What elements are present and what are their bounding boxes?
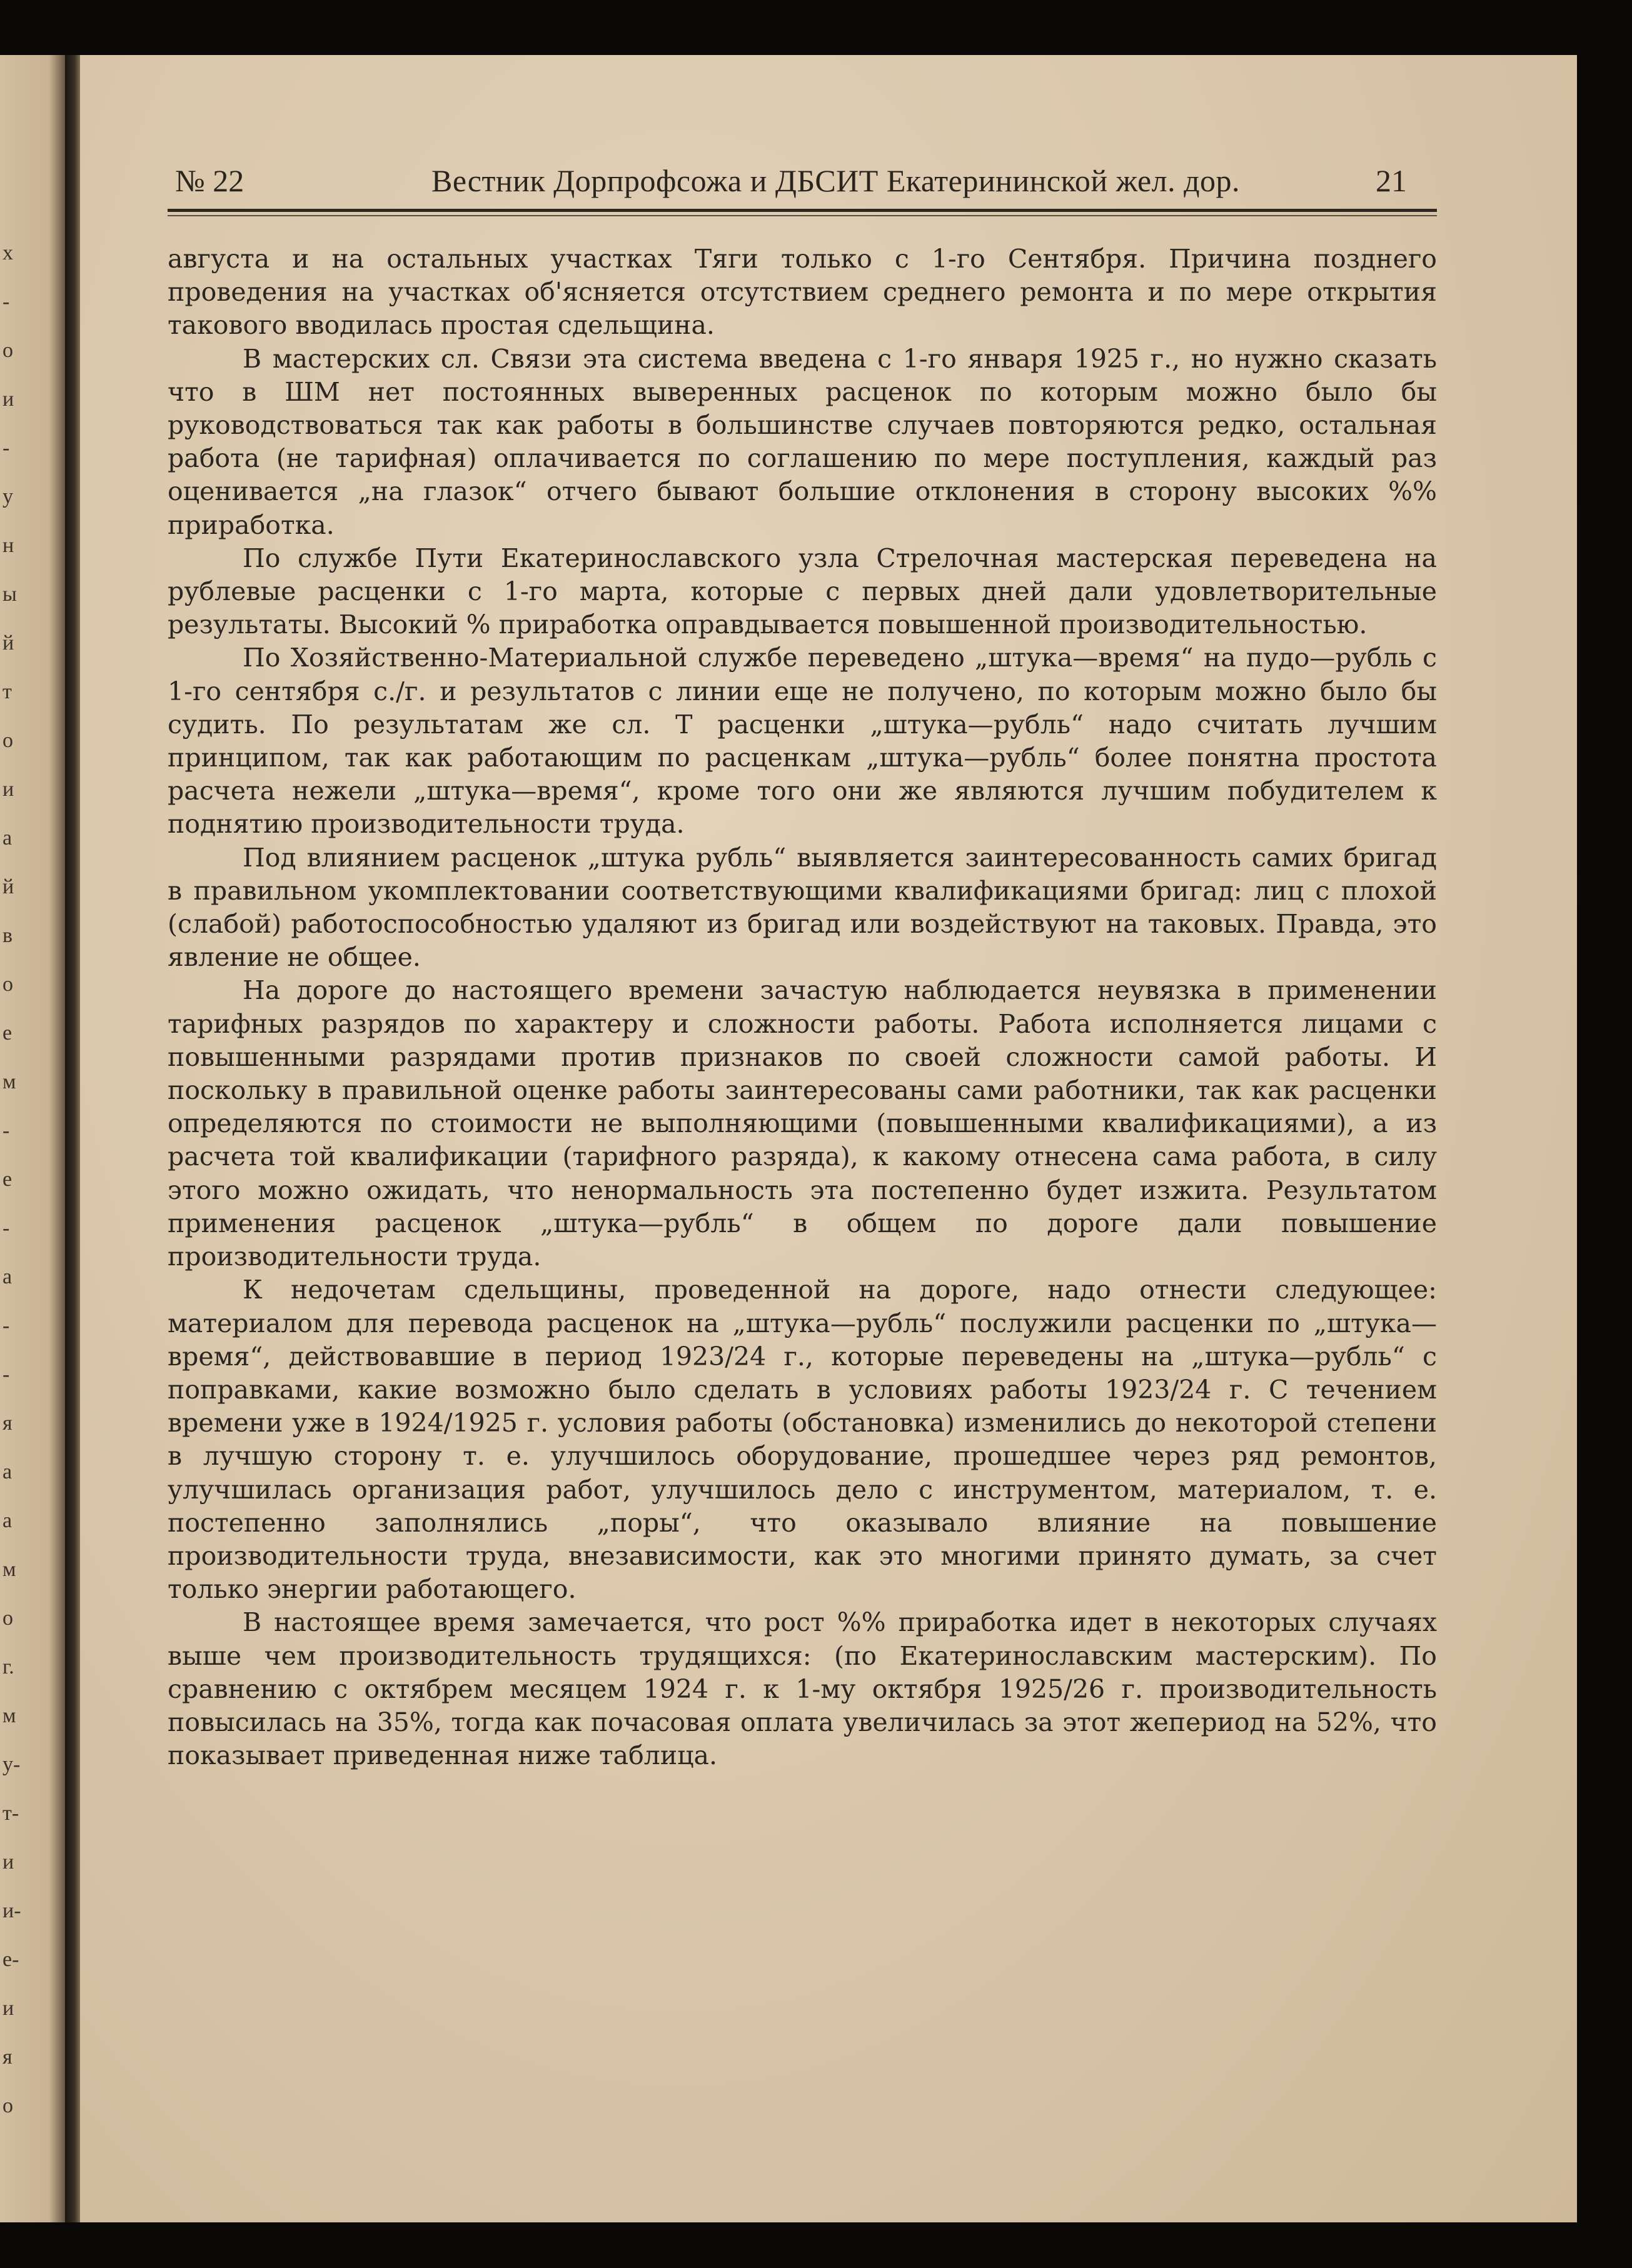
prev-page-fragment: м (3, 1070, 16, 1093)
prev-page-fragment: о (3, 729, 13, 752)
previous-page-edge (0, 55, 70, 2222)
scan-border-right (1577, 0, 1632, 2268)
prev-page-fragment: е- (3, 1948, 19, 1971)
paragraph: В мастерских сл. Связи эта система введена с 1-го января 1925 г., но нужно сказать что в ШМ нет постоянных выверенных расценок по которым можно было бы руководствоваться так как работы в большинстве случаев повторяются редко, остальная работа (не тарифная) оплачивается по соглашению по мере поступления, каждый раз оценивается „на глазок“ отчего бывают большие отклонения в сторону высоких %% приработка. (168, 343, 1437, 540)
scan-border-bottom (0, 2222, 1632, 2268)
prev-page-fragment: й (3, 875, 14, 898)
prev-page-fragment: о (3, 2094, 13, 2117)
prev-page-fragment: у- (3, 1753, 21, 1776)
issue-number: № 22 (175, 163, 244, 198)
prev-page-fragment: а (3, 1509, 13, 1532)
prev-page-fragment: - (3, 290, 10, 313)
paragraph: На дороге до настоящего времени зачастую наблюдается неувязка в применении тарифных разрядов по характеру и сложности работы. Работа исполняется лицами с повышенными разрядами против признаков по своей сложности самой работы. И поскольку в правильной оценке работы заинтересованы сами работники, так как расценки определяются по стоимости не выполняющими (повышенными квалификациями), а из расчета той квалификации (тарифного разряда), к какому отнесена сама работа, в силу этого можно ожидать, что ненормальность эта постепенно будет изжита. Результатом применения расценок „штука—рубль“ в общем по дороге дали повышение производительности труда. (168, 975, 1437, 1272)
prev-page-fragment: и (3, 1997, 14, 2020)
prev-page-fragment: - (3, 1363, 10, 1386)
prev-page-fragment: о (3, 1607, 13, 1630)
prev-page-fragment: а (3, 826, 13, 850)
article-body (168, 243, 1437, 1772)
journal-title: Вестник Дорпрофсожа и ДБСИТ Екатерининской жел. дор. (431, 163, 1241, 198)
paragraph: По Хозяйственно-Материальной службе переведено „штука—время“ на пудо—рубль с 1-го сентября с./г. и результатов с линии еще не получено, по которым можно было бы судить. По результатам же сл. Т расценки „штука—рубль“ надо считать лучшим принципом, так как работающим по расценкам „штука—рубль“ более понятна простота расчета нежели „штука—время“, кроме того они же являются лучшим побудителем к поднятию производительности труда. (168, 643, 1437, 840)
prev-page-fragment: е (3, 1021, 13, 1045)
paragraph: По службе Пути Екатеринославского узла Стрелочная мастерская переведена на рублевые расценки с 1-го марта, которые с первых дней дали удовлетворительные результаты. Высокий % приработка оправдывается повышенной производительностью. (168, 543, 1437, 640)
prev-page-fragment: г. (3, 1655, 14, 1678)
document-page (80, 55, 1577, 2222)
paragraph: Под влиянием расценок „штука рубль“ выявляется заинтересованность самих бригад в правильном укомплектовании соответствующими квалификациями бригад: лиц с плохой (слабой) работоспособностью удаляют из бригад или воздействуют на таковых. Правда, это явление не общее. (168, 842, 1437, 973)
page-number: 21 (1376, 163, 1407, 198)
prev-page-fragment: о (3, 973, 13, 996)
prev-page-fragment: - (3, 1314, 10, 1337)
prev-page-fragment: о (3, 339, 13, 362)
prev-page-fragment: м (3, 1558, 16, 1581)
prev-page-fragment: е (3, 1168, 13, 1191)
header-rule-thin (168, 215, 1437, 216)
prev-page-fragment: у (3, 485, 13, 508)
running-header (175, 163, 1426, 206)
prev-page-fragment: ы (3, 583, 17, 606)
prev-page-fragment: т (3, 680, 12, 703)
prev-page-fragment: а (3, 1265, 13, 1288)
paragraph: К недочетам сдельщины, проведенной на дороге, надо отнести следующее: материалом для перевода расценок на „штука—рубль“ послужили расценки по „штука—время“, действовавшие в период 1923/24 г., которые переведены на „штука—рубль“ с поправками, какие возможно было сделать в условиях работы 1923/24 г. С течением времени уже в 1924/1925 г. условия работы (обстановка) изменились до некоторой степени в лучшую сторону т. е. улучшилось оборудование, прошедшее через ряд ремонтов, улучшилась организация работ, улучшилось дело с инструментом, материалом, т. е. постепенно заполнялись „поры“, что оказывало влияние на повышение производительности труда, внезависимости, как это многими принято думать, за счет только энергии работающего. (168, 1275, 1437, 1605)
scan-border-top (0, 0, 1632, 55)
paragraph: В настоящее время замечается, что рост %% приработка идет в некоторых случаях выше чем производительность трудящихся: (по Екатеринославским мастерским). По сравнению с октябрем месяцем 1924 г. к 1-му октября 1925/26 г. производительность повысилась на 35%, тогда как почасовая оплата увеличилась за этот жепериод на 52%, что показывает приведенная ниже таблица. (168, 1607, 1437, 1771)
prev-page-fragment: и- (3, 1899, 21, 1922)
prev-page-fragment: т- (3, 1802, 19, 1825)
paragraph: августа и на остальных участках Тяги только с 1-го Сентября. Причина позднего проведения на участках об'ясняется отсутствием среднего ремонта и по мере открытия такового вводилась простая сдельщина. (168, 244, 1437, 341)
prev-page-fragment: я (3, 1412, 13, 1435)
prev-page-fragment: х (3, 241, 13, 264)
prev-page-fragment: м (3, 1704, 16, 1727)
prev-page-fragment: - (3, 436, 10, 459)
book-gutter (65, 55, 81, 2222)
prev-page-fragment: а (3, 1460, 13, 1483)
prev-page-fragment: в (3, 924, 13, 947)
prev-page-fragment: н (3, 534, 14, 557)
prev-page-fragment: й (3, 631, 14, 655)
prev-page-fragment: я (3, 2045, 13, 2069)
prev-page-fragment: и (3, 1850, 14, 1874)
prev-page-fragment: и (3, 388, 14, 411)
prev-page-fragment: и (3, 778, 14, 801)
prev-page-fragment: - (3, 1119, 10, 1142)
prev-page-fragment: - (3, 1217, 10, 1240)
header-rule-thick (168, 209, 1437, 212)
